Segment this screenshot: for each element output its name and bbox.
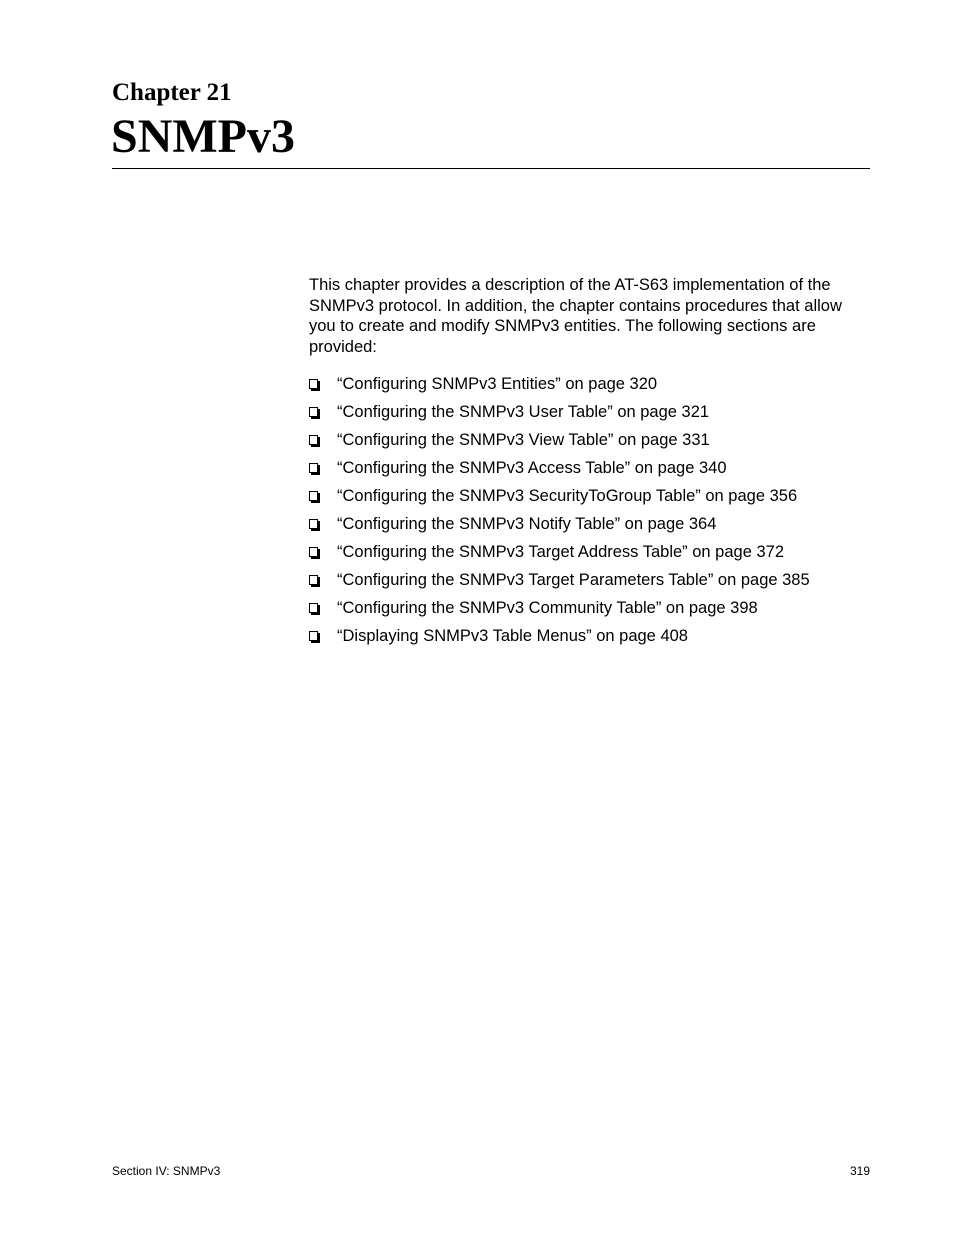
section-list-item[interactable]	[309, 570, 810, 598]
checkbox-bullet-icon	[309, 603, 318, 613]
checkbox-bullet-icon	[309, 379, 318, 389]
section-link[interactable]: “Configuring the SNMPv3 User Table” on page 321	[337, 403, 710, 421]
section-link[interactable]: “Configuring the SNMPv3 Notify Table” on page 364	[337, 515, 717, 533]
checkbox-bullet-icon	[309, 575, 318, 585]
checkbox-bullet-icon	[309, 631, 318, 641]
checkbox-bullet-icon	[309, 519, 318, 529]
chapter-title: SNMPv3	[111, 110, 295, 163]
section-link[interactable]: “Displaying SNMPv3 Table Menus” on page 408	[337, 627, 688, 645]
section-list-item[interactable]	[309, 598, 810, 626]
section-list-item[interactable]	[309, 374, 810, 402]
title-divider	[112, 168, 870, 169]
checkbox-bullet-icon	[309, 491, 318, 501]
section-list-item[interactable]	[309, 402, 810, 430]
section-list	[309, 374, 810, 654]
checkbox-bullet-icon	[309, 547, 318, 557]
section-link[interactable]: “Configuring the SNMPv3 Community Table” on page 398	[337, 599, 758, 617]
footer-page-number: 319	[849, 1164, 870, 1178]
section-list-item[interactable]	[309, 430, 810, 458]
section-link[interactable]: “Configuring the SNMPv3 Target Parameters Table” on page 385	[337, 571, 810, 589]
section-list-item[interactable]	[309, 458, 810, 486]
checkbox-bullet-icon	[309, 435, 318, 445]
chapter-label: Chapter 21	[112, 79, 232, 106]
section-link[interactable]: “Configuring the SNMPv3 View Table” on page 331	[337, 431, 710, 449]
checkbox-bullet-icon	[309, 407, 318, 417]
checkbox-bullet-icon	[309, 463, 318, 473]
section-list-item[interactable]	[309, 626, 810, 654]
section-link[interactable]: “Configuring the SNMPv3 Target Address Table” on page 372	[337, 543, 784, 561]
footer-section-label: Section IV: SNMPv3	[112, 1164, 221, 1178]
section-list-item[interactable]	[309, 486, 810, 514]
section-link[interactable]: “Configuring the SNMPv3 SecurityToGroup Table” on page 356	[337, 487, 798, 505]
intro-paragraph: This chapter provides a description of the AT-S63 implementation of the SNMPv3 protocol. In addition, the chapter contains procedures that allow you to create and modify SNMPv3 entities. The following sections are provided:	[309, 276, 842, 356]
section-list-item[interactable]	[309, 514, 810, 542]
section-link[interactable]: “Configuring the SNMPv3 Access Table” on page 340	[337, 459, 727, 477]
section-list-item[interactable]	[309, 542, 810, 570]
section-link[interactable]: “Configuring SNMPv3 Entities” on page 320	[337, 375, 658, 393]
